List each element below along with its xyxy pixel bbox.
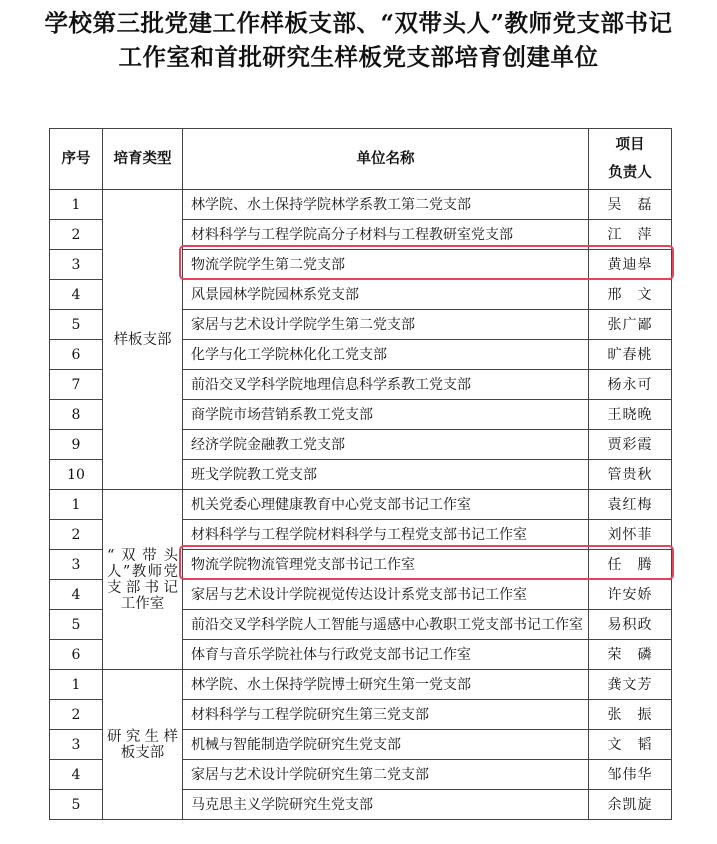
row-index: 2 xyxy=(50,520,103,550)
unit-name: 物流学院学生第二党支部 xyxy=(183,250,589,280)
row-index: 9 xyxy=(50,430,103,460)
table-row xyxy=(50,670,672,700)
row-index: 1 xyxy=(50,190,103,220)
header-leader-line-2: 负责人 xyxy=(608,164,652,181)
unit-name: 经济学院金融教工党支部 xyxy=(183,430,589,460)
row-index: 4 xyxy=(50,760,103,790)
unit-name: 家居与艺术设计学院学生第二党支部 xyxy=(183,310,589,340)
unit-name: 马克思主义学院研究生党支部 xyxy=(183,790,589,820)
project-leader: 荣 磷 xyxy=(589,640,672,670)
table-row xyxy=(50,490,672,520)
row-index: 3 xyxy=(50,550,103,580)
project-leader: 张 振 xyxy=(589,700,672,730)
unit-name: 材料科学与工程学院高分子材料与工程教研室党支部 xyxy=(183,220,589,250)
row-index: 6 xyxy=(50,340,103,370)
project-leader: 张广鄙 xyxy=(589,310,672,340)
header-leader xyxy=(589,129,672,190)
unit-name: 家居与艺术设计学院研究生第二党支部 xyxy=(183,760,589,790)
table-row xyxy=(50,190,672,220)
project-leader: 管贵秋 xyxy=(589,460,672,490)
group-type-cell xyxy=(103,670,183,820)
project-leader: 贾彩霞 xyxy=(589,430,672,460)
project-leader: 旷春桃 xyxy=(589,340,672,370)
row-index: 3 xyxy=(50,250,103,280)
row-index: 1 xyxy=(50,490,103,520)
unit-name: 材料科学与工程学院研究生第三党支部 xyxy=(183,700,589,730)
project-leader: 易积政 xyxy=(589,610,672,640)
project-leader: 江 萍 xyxy=(589,220,672,250)
row-index: 7 xyxy=(50,370,103,400)
project-leader: 王晓晚 xyxy=(589,400,672,430)
unit-name: 机关党委心理健康教育中心党支部书记工作室 xyxy=(183,490,589,520)
unit-name: 材料科学与工程学院材料科学与工程党支部书记工作室 xyxy=(183,520,589,550)
unit-name: 化学与化工学院林化化工党支部 xyxy=(183,340,589,370)
header-leader-line-1: 项目 xyxy=(615,136,645,153)
row-index: 4 xyxy=(50,280,103,310)
unit-name: 物流学院物流管理党支部书记工作室 xyxy=(183,550,589,580)
unit-name: 商学院市场营销系教工党支部 xyxy=(183,400,589,430)
row-index: 2 xyxy=(50,220,103,250)
units-table xyxy=(49,128,672,820)
project-leader: 吴 磊 xyxy=(589,190,672,220)
project-leader: 文 韬 xyxy=(589,730,672,760)
group-type-cell xyxy=(103,490,183,670)
row-index: 10 xyxy=(50,460,103,490)
unit-name: 林学院、水土保持学院博士研究生第一党支部 xyxy=(183,670,589,700)
project-leader: 余凯旋 xyxy=(589,790,672,820)
row-index: 2 xyxy=(50,700,103,730)
unit-name: 班戈学院教工党支部 xyxy=(183,460,589,490)
table-body xyxy=(50,190,672,820)
unit-name: 体育与音乐学院社体与行政党支部书记工作室 xyxy=(183,640,589,670)
row-index: 5 xyxy=(50,310,103,340)
unit-name: 前沿交叉学科学院地理信息科学系教工党支部 xyxy=(183,370,589,400)
group-type-label: “双带头人”教师党支部书记工作室 xyxy=(107,547,178,612)
row-index: 6 xyxy=(50,640,103,670)
project-leader: 袁红梅 xyxy=(589,490,672,520)
row-index: 5 xyxy=(50,790,103,820)
group-type-label: 研究生样板支部 xyxy=(107,728,178,761)
title-line-2: 工作室和首批研究生样板党支部培育创建单位 xyxy=(118,43,599,71)
row-index: 8 xyxy=(50,400,103,430)
unit-name: 机械与智能制造学院研究生党支部 xyxy=(183,730,589,760)
project-leader: 任 腾 xyxy=(589,550,672,580)
row-index: 5 xyxy=(50,610,103,640)
project-leader: 邹伟华 xyxy=(589,760,672,790)
group-type-label: 样板支部 xyxy=(113,331,172,348)
row-index: 4 xyxy=(50,580,103,610)
project-leader: 许安娇 xyxy=(589,580,672,610)
header-index: 序号 xyxy=(50,129,103,190)
unit-name: 家居与艺术设计学院视觉传达设计系党支部书记工作室 xyxy=(183,580,589,610)
project-leader: 杨永可 xyxy=(589,370,672,400)
unit-name: 林学院、水土保持学院林学系教工第二党支部 xyxy=(183,190,589,220)
project-leader: 龚文芳 xyxy=(589,670,672,700)
document-title xyxy=(0,6,717,74)
row-index: 3 xyxy=(50,730,103,760)
project-leader: 邢 文 xyxy=(589,280,672,310)
project-leader: 黄迪皋 xyxy=(589,250,672,280)
unit-name: 前沿交叉学科学院人工智能与遥感中心教职工党支部书记工作室 xyxy=(183,610,589,640)
project-leader: 刘怀菲 xyxy=(589,520,672,550)
unit-name: 风景园林学院园林系党支部 xyxy=(183,280,589,310)
header-type: 培育类型 xyxy=(103,129,183,190)
row-index: 1 xyxy=(50,670,103,700)
table-header-row xyxy=(50,129,672,190)
header-name: 单位名称 xyxy=(183,129,589,190)
group-type-cell xyxy=(103,190,183,490)
title-line-1: 学校第三批党建工作样板支部、“双带头人”教师党支部书记 xyxy=(44,9,673,37)
